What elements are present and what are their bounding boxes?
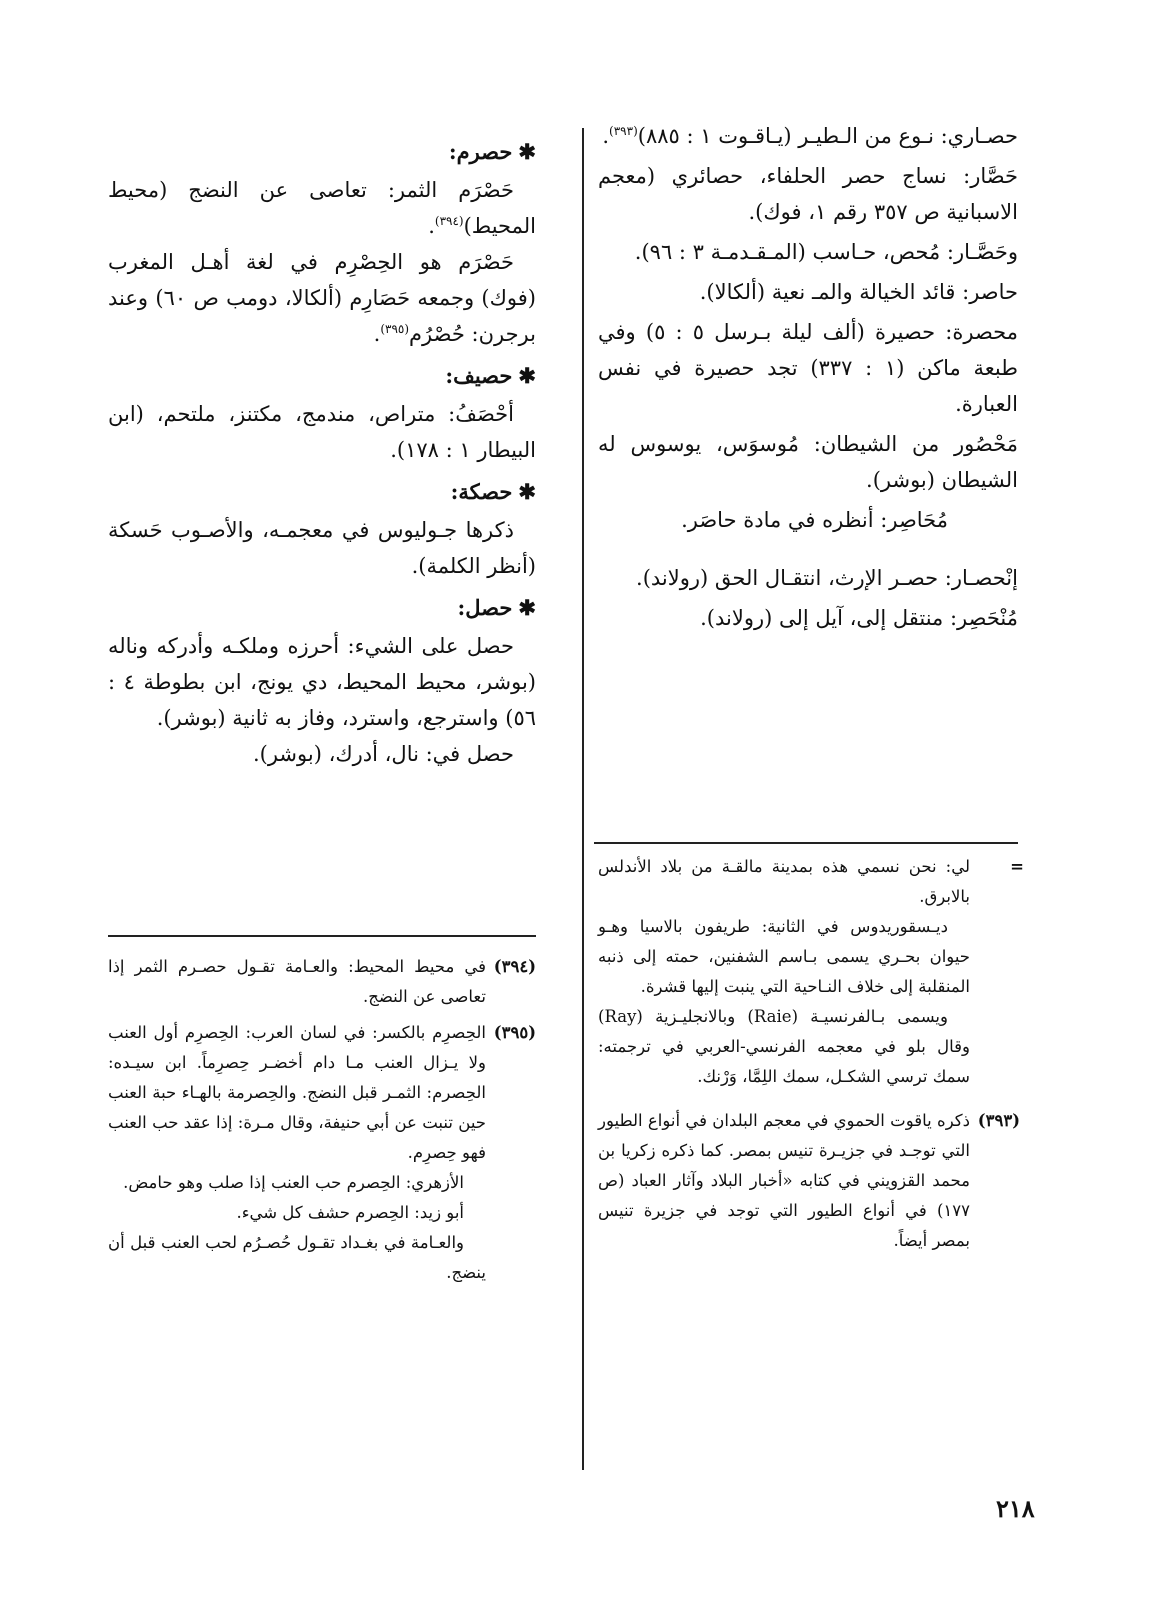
entry-hassar-2: وحَصَّـار: مُحص، حـاسب (المـقـدمـة ٣ : ٩٦). <box>634 240 1018 264</box>
right-column-footnotes <box>598 852 1024 1262</box>
column-divider <box>582 128 584 1470</box>
left-column-body <box>108 128 536 772</box>
footnote-393 <box>598 1106 1020 1256</box>
footnote-extra: والعـامة في بغـداد تقـول حُصـرُم لحب العنب قبل أن ينضج. <box>108 1233 486 1282</box>
footnote-continuation-p2: ديـسقوريدوس في الثانية: طريفون بالاسيا وهـو حيوان بحـري يسمى بـاسم الشفنين، حمته إلى ذنبه المنقلبة إلى خلاف النـاحية التي ينبت إليها قشرة. <box>598 917 970 996</box>
section-paragraph: حَصْرَم هو الحِصْرِم في لغة أهـل المغرب (فوك) وجمعه حَصَارِم (ألكالا، دومب ص ٦٠) وعند برجرن: حُصْرُم$^{(٣٩٥)}$. <box>108 250 536 346</box>
entry-mahsara: محصرة: حصيرة (ألف ليلة بـرسل ٥ : ٥) وفي طبعة ماكن (١ : ٣٣٧) تجد حصيرة في نفس العبارة. <box>598 320 1018 416</box>
footnote-text: ذكره ياقوت الحموي في معجم البلدان في أنواع الطيور التي توجـد في جزيـرة تنيس بمصر. كما ذكره زكريا بن محمد القزويني في كتابه «أخبار البلاد وآثار العباد (ص ١٧٧) في أنواع الطيور التي توجد في جزيرة تنيس بمصر أيضاً. <box>598 1111 970 1250</box>
section-paragraph: أحْصَفُ: متراص، مندمج، مكتنز، ملتحم، (ابن البيطار ١ : ١٧٨). <box>108 402 536 462</box>
section-paragraph: حصل على الشيء: أحرزه وملكـه وأدركه وناله (بوشر، محيط المحيط، دي يونج، ابن بطوطة ٤ : ٥٦) واسترجع، واسترد، وفاز به ثانية (بوشر). <box>108 634 536 730</box>
continuation-mark: = <box>1010 857 1024 876</box>
footnote-continuation-p1: لي: نحن نسمي هذه بمدينة مالقـة من بلاد الأندلس بالابرق. <box>598 857 970 906</box>
footnote-text: الحِصرِم بالكسر: في لسان العرب: الحِصرِم أول العنب ولا يـزال العنب مـا دام أخضـر حِصرِماً. ابن سيـده: الحِصرم: الثمـر قبل النضج. والحِصرمة بالهـاء حبة العنب حين تنبت عن أبي حنيفة، وقال مـرة: إذا عقد حب العنب فهو حِصرِم. <box>108 1023 486 1162</box>
footnote-ref-395[interactable]: (٣٩٥) <box>380 322 410 336</box>
section-heading: ✱حصرم: <box>448 139 536 164</box>
section-paragraph: حَصْرَم الثمر: تعاصى عن النضج (محيط المحيط)$^{(٣٩٤)}$. <box>108 178 536 238</box>
section-heading: ✱حصل: <box>457 595 536 620</box>
section-haska <box>108 474 536 584</box>
right-column-body <box>598 118 1018 640</box>
footnote-394 <box>108 952 536 1012</box>
section-heading: ✱حصيف: <box>445 363 536 388</box>
footnote-ref-393[interactable]: (٣٩٣) <box>609 124 638 138</box>
entry-munhasir: مُنْحَصِر: منتقل إلى، آيل إلى (رولاند). <box>700 606 1018 630</box>
entry-hasir: حاصر: قائد الخيالة والمـ نعية (ألكالا). <box>699 280 1018 304</box>
page-number: ٢١٨ <box>996 1494 1035 1523</box>
footnote-extra: الأزهري: الحِصرم حب العنب إذا صلب وهو حامض. <box>123 1173 464 1192</box>
left-footnote-divider <box>108 935 536 937</box>
entry-hassar: حَصَّار: نساج حصر الحلفاء، حصائري (معجم الاسبانية ص ٣٥٧ رقم ١، فوك). <box>598 164 1018 224</box>
entry-inhisar: إنْحصـار: حصـر الإرث، انتقـال الحق (رولاند). <box>636 566 1018 590</box>
footnote-continuation-p3: ويسمى بـالفرنسيـة (Raie) وبالانجليـزية (Ray) وقال بلو في معجمه الفرنسي-العربي في ترجمته: سمك ترسي الشكـل، سمك اللِمَّا، وَرْنك. <box>598 1007 970 1086</box>
section-hasif <box>108 358 536 468</box>
section-paragraph: ذكرها جـوليوس في معجمـه، والأصـوب حَسكة (أنظر الكلمة). <box>108 518 536 578</box>
section-hasal <box>108 590 536 772</box>
footnote-ref-394[interactable]: (٣٩٤) <box>434 214 464 228</box>
entry-hisari: حصـاري: نـوع من الـطيـر (يـاقـوت ١ : ٨٨٥)$^{(٣٩٣)}$. <box>602 124 1018 148</box>
section-heading: ✱حصكة: <box>450 479 536 504</box>
footnote-extra: أبو زيد: الحِصرم حشف كل شيء. <box>236 1203 464 1222</box>
left-column-footnotes <box>108 952 536 1294</box>
footnote-number: (٣٩٥) <box>493 1023 536 1042</box>
section-paragraph: حصل في: نال، أدرك، (بوشر). <box>252 742 514 766</box>
right-footnote-divider <box>594 842 1018 844</box>
footnote-text: في محيط المحيط: والعـامة تقـول حصـرم الثمر إذا تعاصى عن النضج. <box>108 957 486 1006</box>
section-hisrim <box>108 134 536 352</box>
footnote-395 <box>108 1018 536 1288</box>
footnote-number: (٣٩٣) <box>977 1111 1020 1130</box>
entry-muhasir: مُحَاصِر: أنظره في مادة حاصَر. <box>681 508 948 532</box>
footnote-continuation <box>598 852 1024 1092</box>
entry-mahsur: مَحْصُور من الشيطان: مُوسوَس، يوسوس له الشيطان (بوشر). <box>598 432 1018 492</box>
footnote-number: (٣٩٤) <box>493 957 536 976</box>
